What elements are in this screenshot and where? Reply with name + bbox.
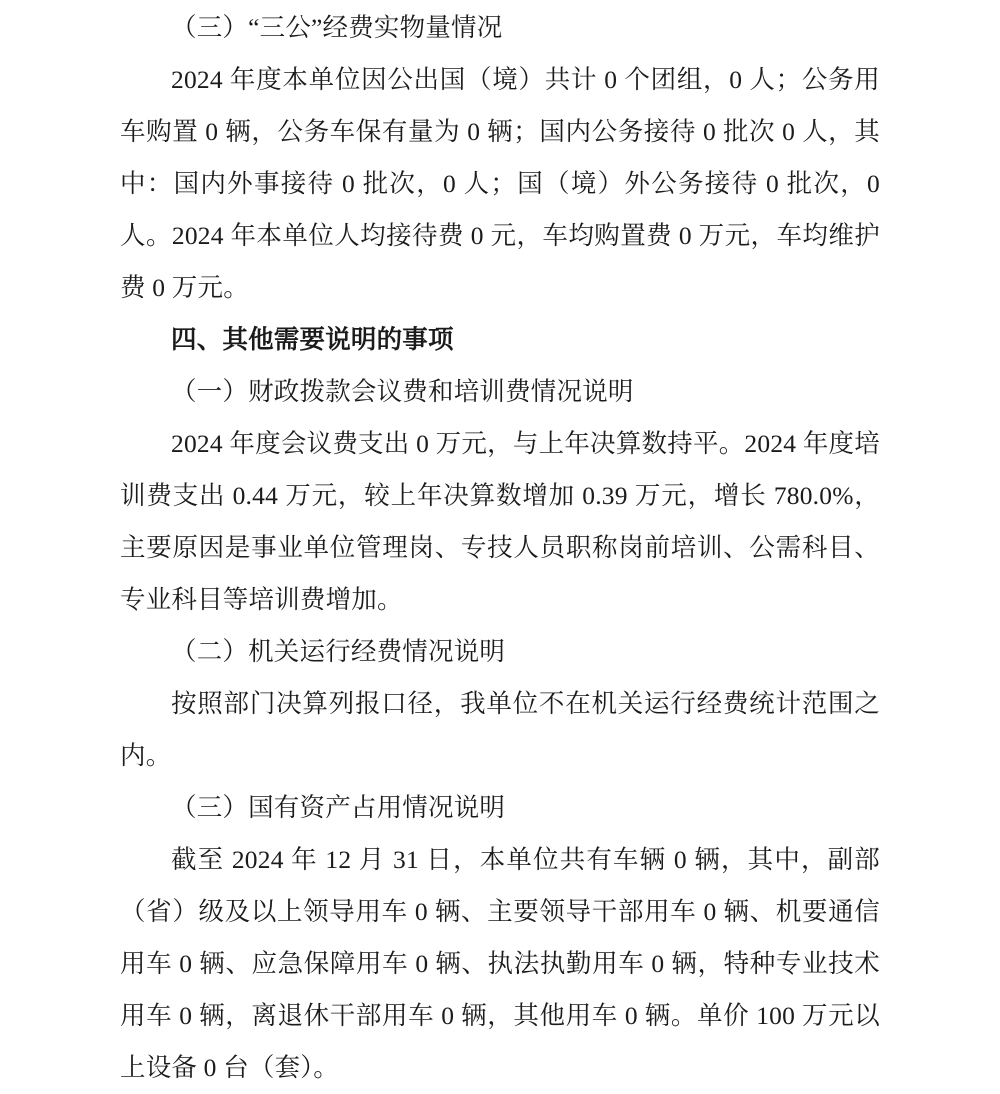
document-body <box>120 0 880 1094</box>
section-heading-three-public-quantities: （三）“三公”经费实物量情况 <box>171 13 503 42</box>
section-heading-state-owned-assets: （三）国有资产占用情况说明 <box>171 793 506 822</box>
paragraph-meeting-training-fees: 2024 年度会议费支出 0 万元，与上年决算数持平。2024 年度培训费支出 0.44 万元，较上年决算数增加 0.39 万元，增长 780.0%，主要原因是事业单位管理岗、专技人员职称岗前培训、公需科目、专业科目等培训费增加。 <box>120 429 880 614</box>
section-heading-meeting-training-fees: （一）财政拨款会议费和培训费情况说明 <box>171 377 634 406</box>
paragraph-three-public-quantities: 2024 年度本单位因公出国（境）共计 0 个团组，0 人；公务用车购置 0 辆，公务车保有量为 0 辆；国内公务接待 0 批次 0 人，其中：国内外事接待 0 批次，0 人；国（境）外公务接待 0 批次，0 人。2024 年本单位人均接待费 0 元，车均购置费 0 万元，车均维护费 0 万元。 <box>120 65 880 302</box>
paragraph-agency-operating-expenses: 按照部门决算列报口径，我单位不在机关运行经费统计范围之内。 <box>120 689 880 770</box>
paragraph-state-owned-assets: 截至 2024 年 12 月 31 日，本单位共有车辆 0 辆，其中，副部（省）级及以上领导用车 0 辆、主要领导干部用车 0 辆、机要通信用车 0 辆、应急保障用车 0 辆、执法执勤用车 0 辆，特种专业技术用车 0 辆，离退休干部用车 0 辆，其他用车 0 辆。单价 100 万元以上设备 0 台（套）。 <box>120 845 880 1082</box>
section-heading-other-matters: 四、其他需要说明的事项 <box>171 325 454 354</box>
section-heading-agency-operating-expenses: （二）机关运行经费情况说明 <box>171 637 506 666</box>
